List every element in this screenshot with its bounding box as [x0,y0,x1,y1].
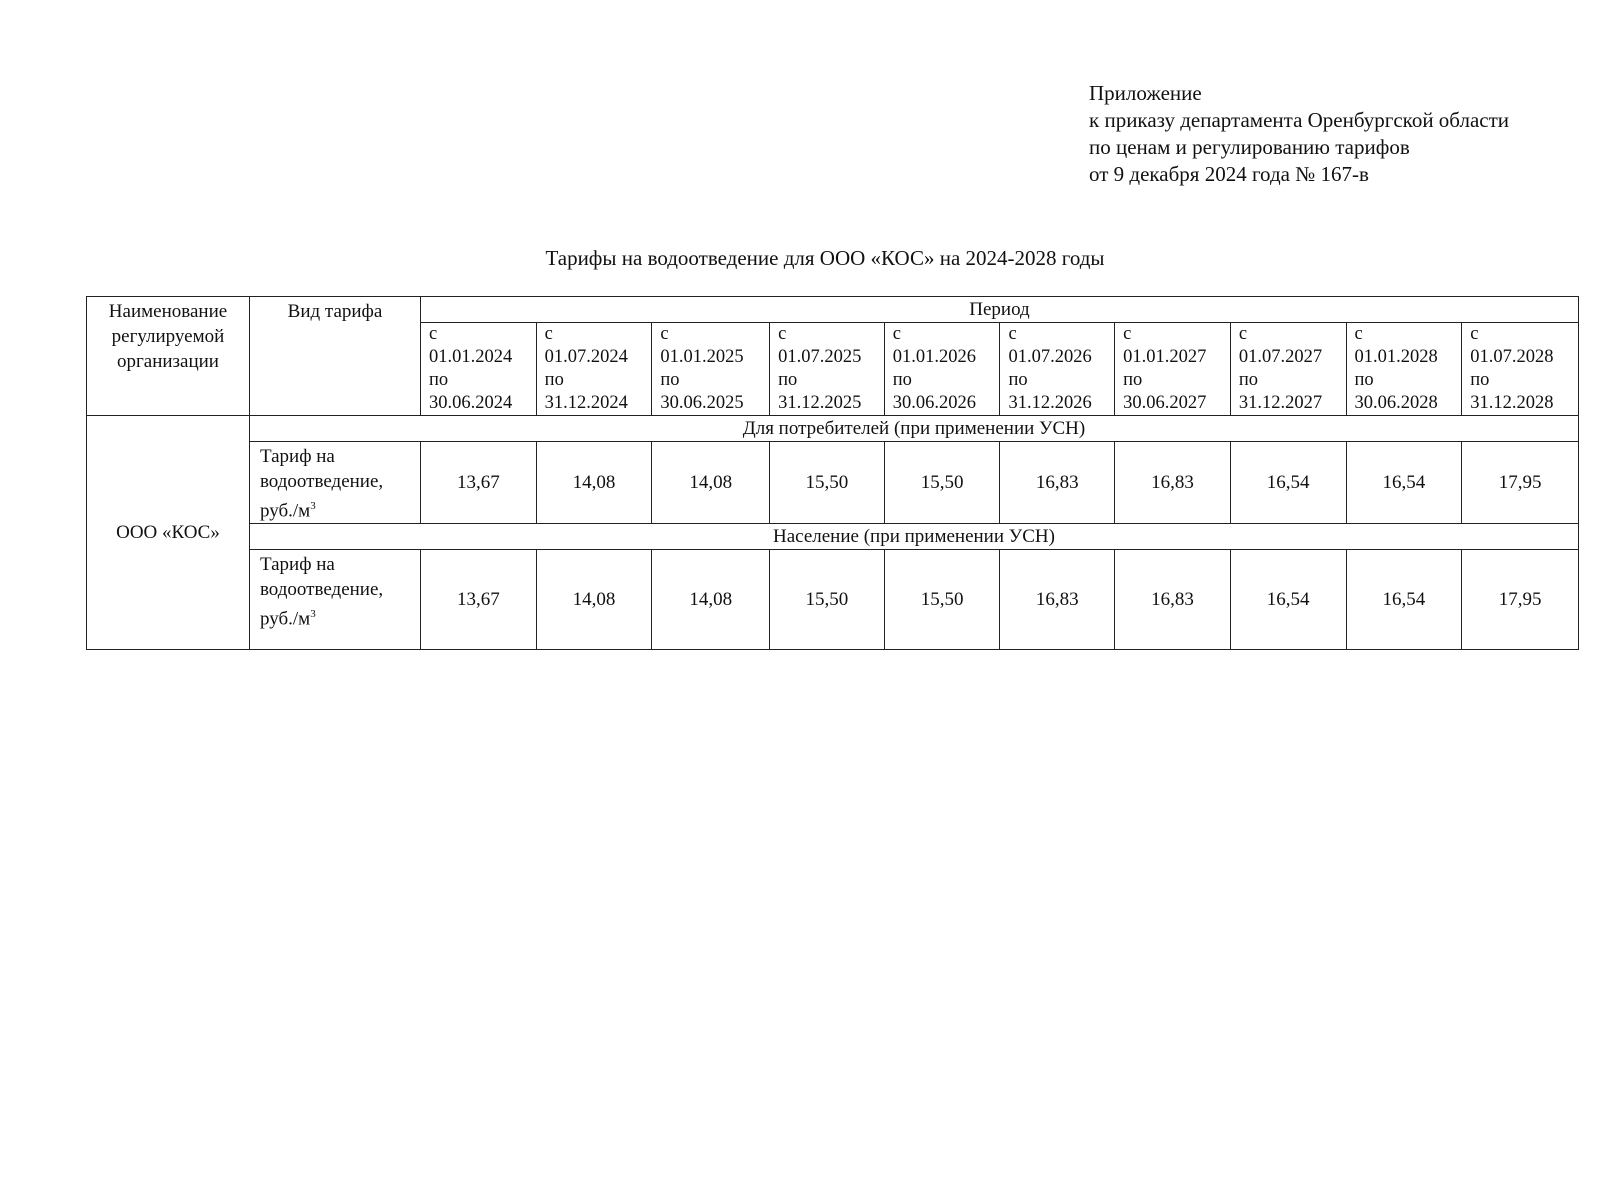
tariff-value: 16,83 [1115,550,1231,650]
tariff-value: 16,83 [1000,442,1115,524]
period-to-word: по [1470,370,1490,390]
period-cell [1000,323,1115,416]
tariff-type-cell [249,550,420,650]
tariff-type-unit [260,494,420,523]
period-from-word: с [892,324,901,344]
org-name: ООО «КОС» [87,416,250,650]
appendix-line: к приказу департамента Оренбургской области [1089,108,1509,132]
header-period: Период [420,297,1578,323]
period-from-word: с [428,324,438,344]
tariff-value: 16,83 [1115,442,1231,524]
period-to-word: по [1354,370,1374,390]
period-from: 01.01.2026 [892,347,976,367]
period-from: 01.01.2025 [660,347,744,367]
tariff-unit-text: руб./м [259,608,311,630]
period-to-word: по [1008,370,1028,390]
period-from: 01.07.2026 [1008,347,1092,367]
period-cell [536,323,652,416]
tariff-type-line: Тариф на [259,554,335,576]
period-from: 01.01.2028 [1354,347,1438,367]
period-from-word: с [1008,324,1017,344]
period-from: 01.07.2024 [544,347,628,367]
period-from-word: с [1123,324,1132,344]
tariff-table [86,296,1579,650]
tariff-unit-text: руб./м [259,500,311,522]
period-to: 30.06.2028 [1354,393,1438,413]
period-from-word: с [1354,324,1363,344]
tariff-value: 16,83 [1000,550,1115,650]
period-from-word: с [778,324,787,344]
period-from: 01.07.2028 [1470,347,1554,367]
tariff-value: 13,67 [420,442,536,524]
period-to: 31.12.2024 [544,393,628,413]
period-to: 30.06.2026 [892,393,976,413]
appendix-line: по ценам и регулированию тарифов [1089,135,1410,159]
period-to: 31.12.2028 [1470,393,1554,413]
tariff-value: 15,50 [884,550,1000,650]
tariff-value: 13,67 [420,550,536,650]
tariff-row [87,550,1579,650]
appendix-block [1089,80,1509,188]
period-from: 01.07.2027 [1238,347,1323,367]
period-from-word: с [1238,324,1248,344]
document-title: Тарифы на водоотведение для ООО «КОС» на 2024-2028 годы [545,246,1105,270]
appendix-line: от 9 декабря 2024 года № 167-в [1089,162,1369,186]
period-from: 01.07.2025 [778,347,862,367]
group-row [87,416,1579,442]
period-to-word: по [892,370,912,390]
tariff-value: 15,50 [884,442,1000,524]
period-to: 31.12.2027 [1238,393,1323,413]
period-from-word: с [1470,324,1479,344]
period-cell [1115,323,1231,416]
tariff-value: 14,08 [536,550,652,650]
tariff-value: 15,50 [770,550,885,650]
tariff-value: 16,54 [1230,550,1346,650]
tariff-value: 14,08 [652,550,770,650]
tariff-type-line: Тариф на [259,446,335,467]
tariff-value: 14,08 [536,442,652,524]
period-from: 01.01.2027 [1123,347,1207,367]
tariff-type-unit [260,602,420,631]
tariff-value: 17,95 [1462,442,1579,524]
tariff-type-line: водоотведение, [259,579,384,601]
period-cell [1462,323,1579,416]
group-label: Для потребителей (при применении УСН) [249,416,1578,442]
period-from-word: с [544,324,553,344]
tariff-unit-sup: 3 [310,608,316,621]
header-tariff-type: Вид тарифа [249,297,420,416]
period-cell [884,323,1000,416]
tariff-value: 15,50 [770,442,885,524]
tariff-unit-sup: 3 [310,500,316,512]
period-to-word: по [544,370,564,390]
period-to: 30.06.2024 [428,393,513,413]
appendix-line: Приложение [1089,81,1202,105]
tariff-type-cell [249,442,420,524]
tariff-type-line: водоотведение, [259,471,384,492]
period-to-word: по [660,370,680,390]
tariff-value: 16,54 [1230,442,1346,524]
group-row [87,524,1579,550]
period-from: 01.01.2024 [428,347,513,367]
period-to: 30.06.2027 [1123,393,1207,413]
period-to-word: по [428,370,449,390]
tariff-value: 16,54 [1346,550,1462,650]
period-cell [770,323,885,416]
period-to: 31.12.2025 [778,393,862,413]
tariff-value: 16,54 [1346,442,1462,524]
period-cell [1230,323,1346,416]
header-org: Наименование регулируемой организации [87,297,250,416]
tariff-value: 17,95 [1462,550,1579,650]
period-to: 31.12.2026 [1008,393,1092,413]
period-from-word: с [660,324,669,344]
period-to-word: по [1238,370,1258,390]
period-to-word: по [1123,370,1143,390]
tariff-row [87,442,1579,524]
period-to-word: по [778,370,798,390]
period-cell [652,323,770,416]
header-row [87,297,1579,323]
period-to: 30.06.2025 [660,393,744,413]
period-cell [420,323,536,416]
group-label: Население (при применении УСН) [249,524,1578,550]
tariff-value: 14,08 [652,442,770,524]
period-cell [1346,323,1462,416]
